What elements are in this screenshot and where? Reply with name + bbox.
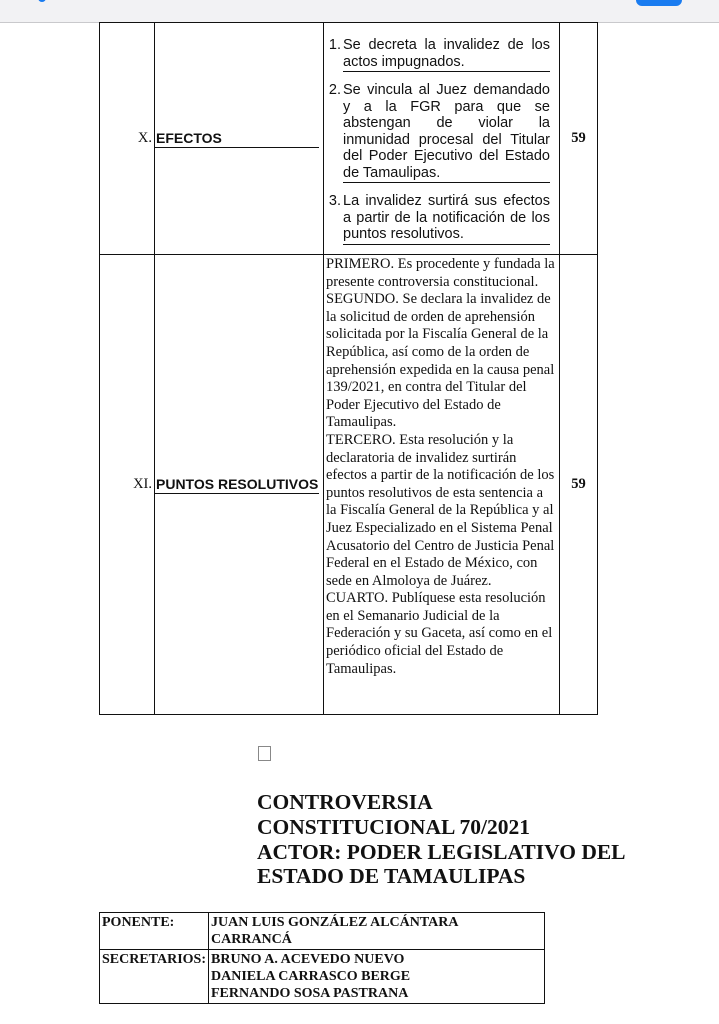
row-label-cell xyxy=(155,255,324,715)
heading-line: ACTOR: PODER LEGISLATIVO DEL xyxy=(257,839,626,864)
viewer-toolbar xyxy=(0,0,719,23)
secretario-name: BRUNO A. ACEVEDO NUEVO xyxy=(211,952,405,967)
resolutivos-content xyxy=(324,255,560,715)
list-item-number: 2. xyxy=(328,82,341,99)
index-table xyxy=(99,22,598,715)
list-item xyxy=(324,37,559,72)
toolbar-button[interactable] xyxy=(636,0,682,6)
row-number: XI. xyxy=(100,255,155,715)
list-item-text: Se decreta la invalidez de los actos impugnados. xyxy=(343,37,550,72)
list-item-number: 1. xyxy=(328,37,341,54)
toolbar-icon[interactable] xyxy=(38,0,46,2)
case-heading xyxy=(257,790,626,889)
table-row xyxy=(100,255,598,715)
list-item-number: 3. xyxy=(328,193,341,210)
empty-box-icon xyxy=(258,746,271,761)
secretarios-label: SECRETARIOS: xyxy=(100,950,209,1004)
list-item xyxy=(324,193,559,245)
table-row xyxy=(100,950,545,1004)
page-number: 59 xyxy=(560,255,598,715)
ponente-value: JUAN LUIS GONZÁLEZ ALCÁNTARA CARRANCÁ xyxy=(209,913,545,950)
heading-line: CONSTITUCIONAL 70/2021 xyxy=(257,814,530,839)
table-row xyxy=(100,23,598,255)
ponente-table xyxy=(99,912,545,1004)
row-number: X. xyxy=(100,23,155,255)
row-label: PUNTOS RESOLUTIVOS xyxy=(156,475,319,492)
secretario-name: FERNANDO SOSA PASTRANA xyxy=(211,986,409,1001)
efectos-content xyxy=(324,23,560,255)
ponente-label: PONENTE: xyxy=(100,913,209,950)
heading-line: CONTROVERSIA xyxy=(257,790,433,814)
row-label: EFECTOS xyxy=(155,130,319,148)
row-label-cell xyxy=(155,23,324,255)
resolutivos-text: PRIMERO. Es procedente y fundada la presente controversia constitucional. SEGUNDO. Se declara la invalidez de la solicitud de orden de aprehensión solicitada por la Fiscalía General de la República, así como de la orden de aprehensión expedida en la causa penal 139/2021, en contra del Titular del Poder Ejecutivo del Estado de Tamaulipas. TERCERO. Esta resolución y la declaratoria de invalidez surtirán efectos a partir de la notificación de los puntos resolutivos de esta sentencia a la Fiscalía General de la República y al Juez Especializado en el Sistema Penal Acusatorio del Centro de Justicia Penal Federal en el Estado de México, con sede en Almoloya de Juárez. CUARTO. Publíquese esta resolución en el Semanario Judicial de la Federación y su Gaceta, así como en el periódico oficial del Estado de Tamaulipas. xyxy=(326,256,555,677)
page-number: 59 xyxy=(560,23,598,255)
secretario-name: DANIELA CARRASCO BERGE xyxy=(211,969,411,984)
list-item xyxy=(324,82,559,183)
list-item-text: La invalidez surtirá sus efectos a partir de la notificación de los puntos resolutivos. xyxy=(343,193,550,245)
list-item-text: Se vincula al Juez demandado y a la FGR para que se abstengan de violar la inmunidad procesal del Titular del Poder Ejecutivo del Estado de Tamaulipas. xyxy=(343,82,550,183)
table-row xyxy=(100,913,545,950)
secretarios-names xyxy=(209,950,545,1004)
heading-line: ESTADO DE TAMAULIPAS xyxy=(257,864,526,889)
